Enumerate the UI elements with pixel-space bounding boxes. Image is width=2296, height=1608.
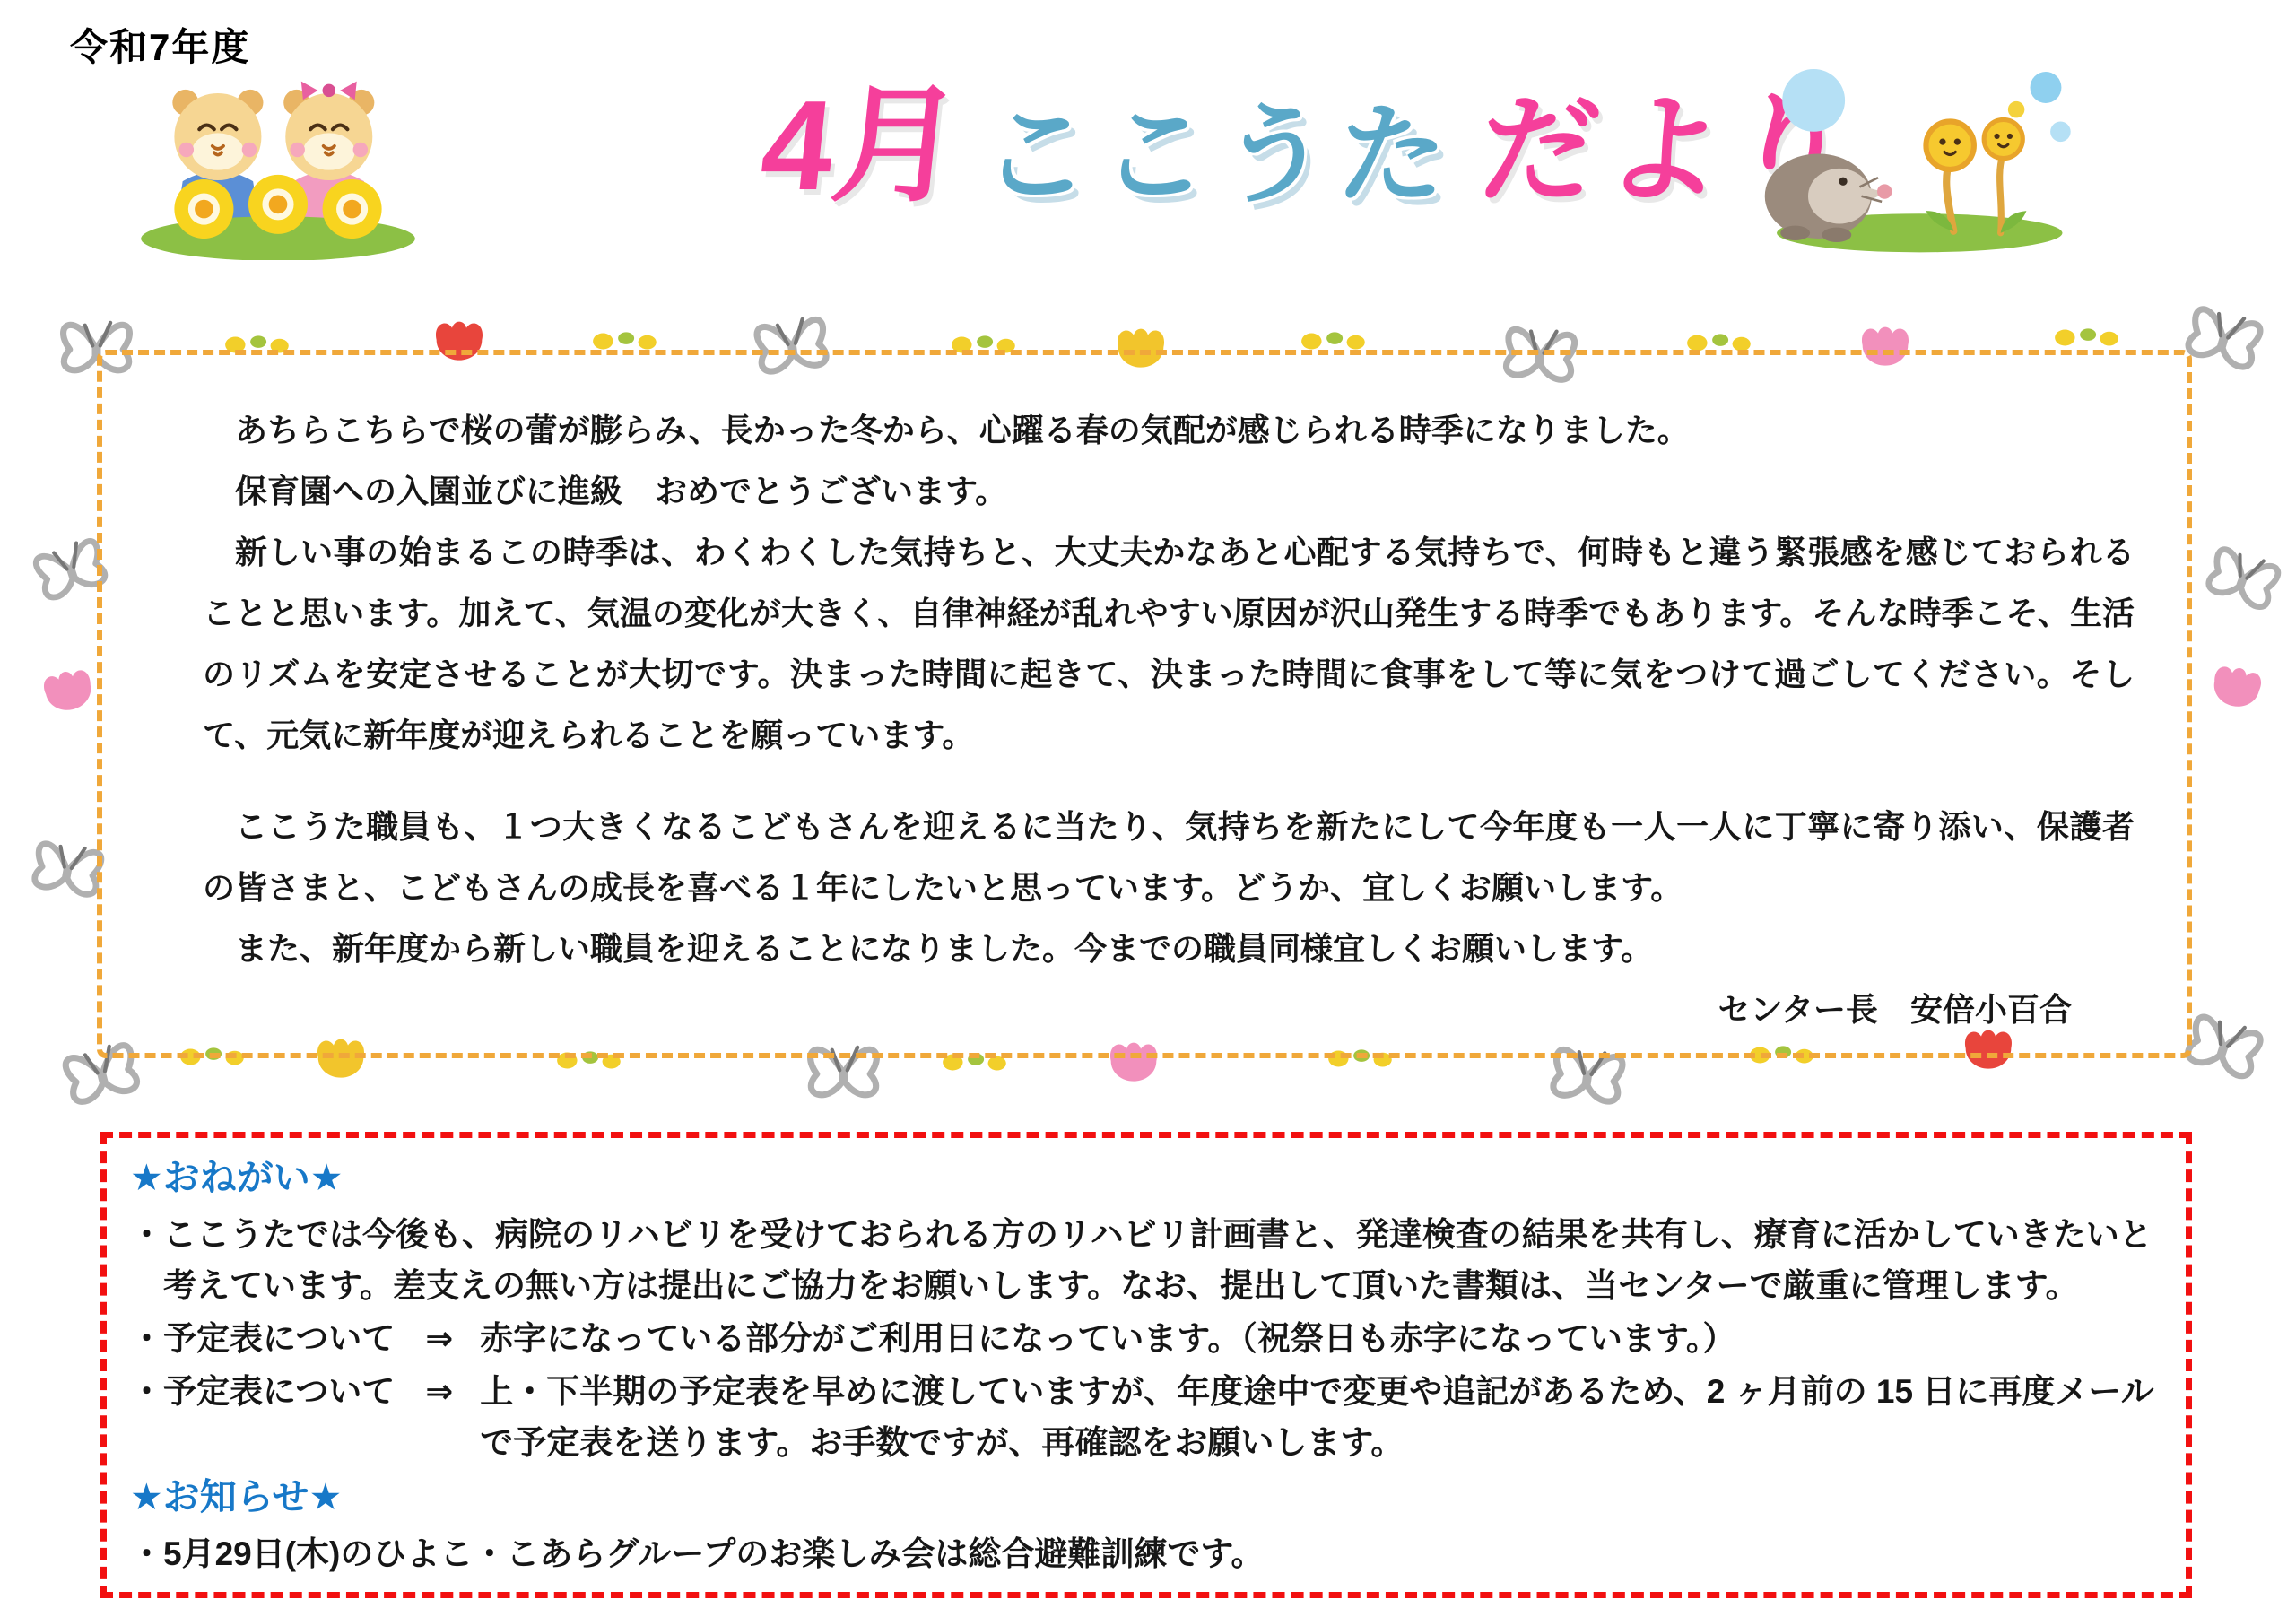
- title-month: 4月: [754, 74, 969, 217]
- request-section-header: ★おねがい★: [130, 1157, 344, 1198]
- notice-item: [130, 1313, 2162, 1364]
- notice-item-body: 上・下半期の予定表を早めに渡していますが、年度途中で変更や追記があるため、2 ヶ月前の 15 日に再度メールで予定表を送ります。お手数ですが、再確認をお願いします。: [480, 1373, 2154, 1461]
- announcement-section-header: ★お知らせ★: [130, 1476, 343, 1517]
- arrow-icon: ⇒: [425, 1320, 454, 1357]
- notice-item-body: 赤字になっている部分がご利用日になっています。（祝祭日も赤字になっています。）: [480, 1320, 1736, 1357]
- notice-item-label: ・予定表について: [130, 1373, 396, 1410]
- greeting-line: あちらこちらで桜の蕾が膨らみ、長かった冬から、心躍る春の気配が感じられる時季になりました。: [235, 412, 1690, 448]
- newsletter-title: [754, 74, 1865, 217]
- paragraph-spacer: [203, 766, 2135, 796]
- children-with-flowers-illustration: [135, 70, 422, 260]
- arrow-icon: ⇒: [425, 1373, 454, 1410]
- notice-item-label: ・予定表について: [130, 1320, 396, 1357]
- butterfly-icon: [2188, 524, 2296, 629]
- greeting-paragraph: 新しい事の始まるこの時季は、わくわくした気持ちと、大丈夫かなあと心配する気持ちで、何時もと違う緊張感を感じておられることと思います。加えて、気温の変化が大きく、自律神経が乱れやすい原因が沢山発生する時季でもあります。そんな時季こそ、生活のリズムを安定させることが大切です。決まった時間に起きて、決まった時間に食事をして等に気をつけて過ごしてください。そして、元気に新年度が迎えられることを願っています。: [203, 534, 2135, 753]
- dots-icon: [2054, 326, 2120, 349]
- greeting-line: また、新年度から新しい職員を迎えることになりました。今までの職員同様宜しくお願いします。: [235, 930, 1654, 967]
- greeting-letter-box: [97, 350, 2192, 1058]
- tulip-icon: [2204, 656, 2270, 716]
- title-name: ここうた: [976, 94, 1464, 216]
- notice-box: [100, 1132, 2192, 1598]
- notice-item: ・ここうたでは今後も、病院のリハビリを受けておられる方のリハビリ計画書と、発達検査の結果を共有し、療育に活かしていきたいと考えています。差支えの無い方は提出にご協力をお願いします。なお、提出して頂いた書類は、当センターで厳重に管理します。: [130, 1216, 2152, 1304]
- mole-with-dandelions-illustration: [1740, 56, 2081, 255]
- fiscal-year-label: 令和7年度: [70, 26, 251, 68]
- greeting-line: 保育園への入園並びに進級 おめでとうございます。: [235, 473, 1008, 509]
- announcement-item: ・5月29日(木)のひよこ・こあらグループのお楽しみ会は総合避難訓練です。: [130, 1535, 1265, 1572]
- notice-item: [130, 1366, 2162, 1468]
- tulip-icon: [35, 660, 101, 719]
- title-suffix: だより: [1473, 84, 1865, 216]
- greeting-paragraph: ここうた職員も、１つ大きくなるこどもさんを迎えるに当たり、気持ちを新たにして今年度も一人一人に丁寧に寄り添い、保護者の皆さまと、こどもさんの成長を喜べる１年にしたいと思っています。どうか、宜しくお願いします。: [203, 808, 2135, 906]
- signature-center-director: センター長 安倍小百合: [1718, 991, 2072, 1028]
